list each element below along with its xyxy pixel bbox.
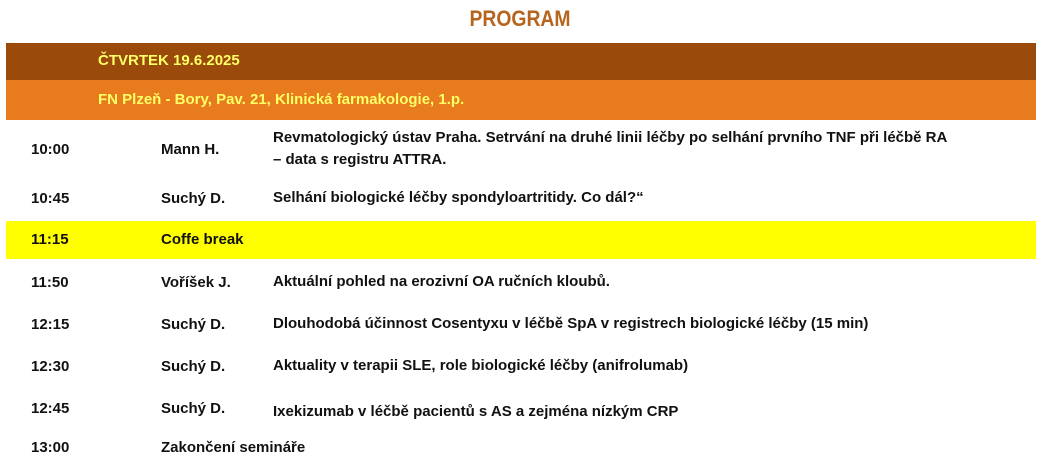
coffee-break-row — [6, 221, 1036, 259]
row-topic: Aktuality v terapii SLE, role biologické léčby (anifrolumab) — [273, 357, 689, 374]
day-label: ČTVRTEK 19.6.2025 — [98, 52, 240, 69]
row-time: 12:15 — [31, 316, 70, 333]
row-topic: Dlouhodobá účinnost Cosentyxu v léčbě SpA v registrech biologické léčby (15 min) — [273, 315, 869, 332]
closing-row — [6, 437, 1036, 465]
row-speaker: Suchý D. — [161, 358, 226, 375]
row-time: 12:30 — [31, 358, 70, 375]
row-speaker: Voříšek J. — [161, 274, 231, 291]
row-speaker: Mann H. — [161, 141, 220, 158]
row-time: 12:45 — [31, 400, 70, 417]
location-label: FN Plzeň - Bory, Pav. 21, Klinická farmakologie, 1.p. — [98, 91, 465, 108]
row-topic: Ixekizumab v léčbě pacientů s AS a zejména nízkým CRP — [273, 403, 679, 420]
row-topic: Selhání biologické léčby spondyloartritidy. Co dál?“ — [273, 189, 644, 206]
row-time: 11:50 — [31, 274, 69, 291]
schedule-row — [6, 124, 1036, 174]
day-header — [6, 43, 1036, 80]
row-time: 11:15 — [31, 231, 69, 248]
row-label: Coffe break — [161, 231, 244, 248]
row-time: 13:00 — [31, 439, 70, 456]
schedule-row — [6, 312, 1036, 340]
row-speaker: Suchý D. — [161, 316, 226, 333]
schedule-row — [6, 354, 1036, 382]
schedule-row — [6, 270, 1036, 298]
schedule-row — [6, 186, 1036, 214]
row-time: 10:00 — [31, 141, 70, 158]
row-speaker: Suchý D. — [161, 190, 226, 207]
row-speaker: Suchý D. — [161, 400, 226, 417]
row-time: 10:45 — [31, 190, 70, 207]
location-header — [6, 80, 1036, 120]
row-label: Zakončení semináře — [161, 439, 306, 456]
page-title: PROGRAM — [469, 6, 571, 31]
row-topic: Revmatologický ústav Praha. Setrvání na druhé linii léčby po selhání prvního TNF při léčbě RA – data s registru ATTRA. — [273, 129, 947, 168]
row-topic: Aktuální pohled na erozivní OA ručních kloubů. — [273, 273, 610, 290]
schedule-row — [6, 398, 1036, 426]
